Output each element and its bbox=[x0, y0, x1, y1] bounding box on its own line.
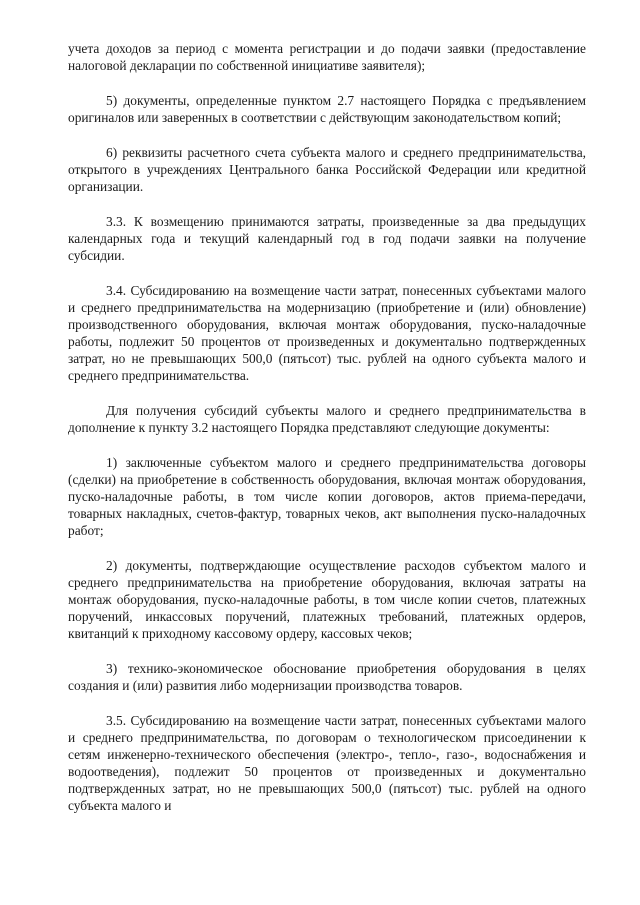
paragraph-doc-item-3: 3) технико-экономическое обоснование приобретения оборудования в целях создания и (или) развития либо модернизации производства товаров. bbox=[68, 661, 586, 693]
paragraph-section-3-3: 3.3. К возмещению принимаются затраты, произведенные за два предыдущих календарных года и текущий календарный год в год подачи заявки на получение субсидии. bbox=[68, 214, 586, 263]
paragraph-income-accounting: учета доходов за период с момента регистрации и до подачи заявки (предоставление налоговой декларации по собственной инициативе заявителя); bbox=[68, 41, 586, 73]
paragraph-doc-item-2: 2) документы, подтверждающие осуществление расходов субъектом малого и среднего предпринимательства на приобретение оборудования, включая затраты на монтаж оборудования, пуско-наладочные работы, в том числе копии счетов, платежных поручений, инкассовых поручений, платежных требований, платежных ордеров, квитанций к приходному кассовому ордеру, кассовых чеков; bbox=[68, 558, 586, 641]
document-body bbox=[68, 40, 586, 832]
paragraph-item-6: 6) реквизиты расчетного счета субъекта малого и среднего предпринимательства, открытого в учреждениях Центрального банка Российской Федерации или кредитной организации. bbox=[68, 145, 586, 194]
paragraph-section-3-4: 3.4. Субсидированию на возмещение части затрат, понесенных субъектами малого и среднего предпринимательства на модернизацию (приобретение и (или) обновление) производственного оборудования, включая монтаж оборудования, пуско-наладочные работы, подлежит 50 процентов от произведенных и документально подтвержденных затрат, но не превышающих 500,0 (пятьсот) тыс. рублей на одного субъекта малого и среднего предпринимательства. bbox=[68, 283, 586, 383]
paragraph-item-5: 5) документы, определенные пунктом 2.7 настоящего Порядка с предъявлением оригиналов или заверенных в соответствии с действующим законодательством копий; bbox=[68, 93, 586, 125]
paragraph-documents-intro: Для получения субсидий субъекты малого и среднего предпринимательства в дополнение к пункту 3.2 настоящего Порядка представляют следующие документы: bbox=[68, 403, 586, 435]
paragraph-doc-item-1: 1) заключенные субъектом малого и среднего предпринимательства договоры (сделки) на приобретение в собственность оборудования, включая монтаж оборудования, пуско-наладочные работы, в том числе копии договоров, актов приема-передачи, товарных накладных, счетов-фактур, товарных чеков, акт выполнения пуско-наладочных работ; bbox=[68, 455, 586, 538]
paragraph-section-3-5: 3.5. Субсидированию на возмещение части затрат, понесенных субъектами малого и среднего предпринимательства, по договорам о технологическом присоединении к сетям инженерно-технического обеспечения (электро-, тепло-, газо-, водоснабжения и водоотведения), подлежит 50 процентов от произведенных и документально подтвержденных затрат, но не превышающих 500,0 (пятьсот) тыс. рублей на одного субъекта малого и bbox=[68, 713, 586, 813]
